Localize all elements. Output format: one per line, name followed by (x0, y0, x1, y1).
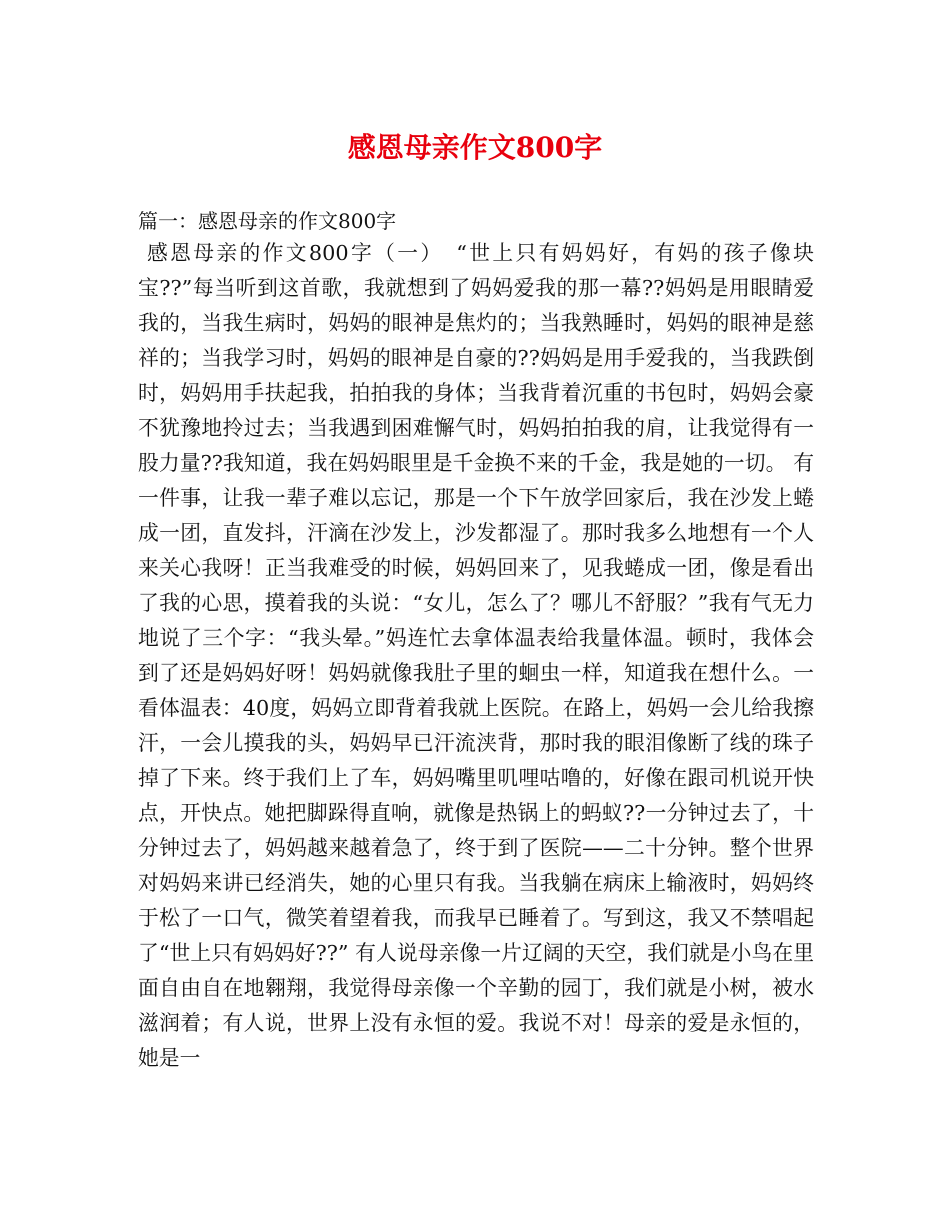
page-title: 感恩母亲作文800字 (347, 131, 603, 164)
essay-body-text: 感恩母亲的作文800字（一） “世上只有妈妈好，有妈的孩子像块宝??”每当听到这首歌，我就想到了妈妈爱我的那一幕??妈妈是用眼睛爱我的，当我生病时，妈妈的眼神是焦灼的；当我熟睡时，妈妈的眼神是慈祥的；当我学习时，妈妈的眼神是自豪的??妈妈是用手爱我的，当我跌倒时，妈妈用手扶起我，拍拍我的身体；当我背着沉重的书包时，妈妈会豪不犹豫地拎过去；当我遇到困难懈气时，妈妈拍拍我的肩，让我觉得有一股力量??我知道，我在妈妈眼里是千金换不来的千金，我是她的一切。 有一件事，让我一辈子难以忘记，那是一个下午放学回家后，我在沙发上蜷成一团，直发抖，汗滴在沙发上，沙发都湿了。那时我多么地想有一个人来关心我呀！正当我难受的时候，妈妈回来了，见我蜷成一团，像是看出了我的心思，摸着我的头说：“女儿，怎么了？哪儿不舒服？”我有气无力地说了三个字：“我头晕。”妈连忙去拿体温表给我量体温。顿时，我体会到了还是妈妈好呀！妈妈就像我肚子里的蛔虫一样，知道我在想什么。一看体温表：40度，妈妈立即背着我就上医院。在路上，妈妈一会儿给我擦汗，一会儿摸我的头，妈妈早已汗流浃背，那时我的眼泪像断了线的珠子掉了下来。终于我们上了车，妈妈嘴里叽哩咕噜的，好像在跟司机说开快点，开快点。她把脚跺得直响，就像是热锅上的蚂蚁??一分钟过去了，十分钟过去了，妈妈越来越着急了，终于到了医院——二十分钟。整个世界对妈妈来讲已经消失，她的心里只有我。当我躺在病床上输液时，妈妈终于松了一口气，微笑着望着我，而我早已睡着了。写到这，我又不禁唱起了“世上只有妈妈好??” 有人说母亲像一片辽阔的天空，我们就是小鸟在里面自由自在地翱翔，我觉得母亲像一个辛勤的园丁，我们就是小树，被水滋润着；有人说，世界上没有永恒的爱。我说不对！母亲的爱是永恒的，她是一 (138, 241, 814, 1070)
section-heading: 篇一：感恩母亲的作文800字 (138, 209, 397, 233)
